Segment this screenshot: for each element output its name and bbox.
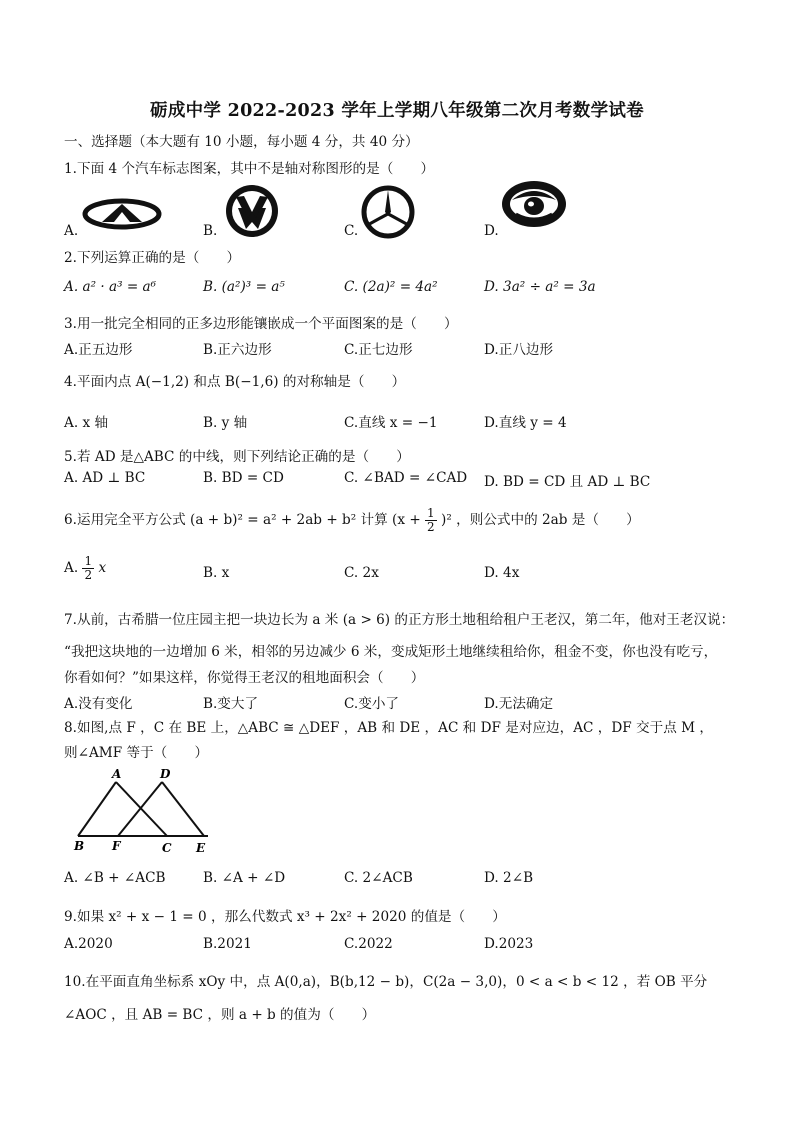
q3-option-a: A.正五边形 [64,342,133,358]
q6-option-d: D. 4x [484,565,520,581]
triangle-figure [70,766,220,858]
q9-option-c: C.2022 [344,936,393,952]
point-label-b: B [74,839,85,853]
question-7-line-2: “我把这块地的一边增加 6 米，相邻的另边减少 6 米，变成矩形土地继续租给你，租金不变，你也没有吃亏， [64,644,718,660]
question-2-stem: 2.下列运算正确的是（ ） [64,250,241,266]
point-label-f: F [112,839,121,853]
q7-option-c: C.变小了 [344,696,400,712]
line-ab [78,782,116,836]
q9-option-b: B.2021 [203,936,252,952]
mercedes-logo-icon [355,184,421,240]
q8-option-a: A. ∠B + ∠ACB [64,870,166,886]
question-1-stem: 1.下面 4 个汽车标志图案，其中不是轴对称图形的是（ ） [64,161,435,177]
question-7-line-1: 7.从前，古希腊一位庄园主把一块边长为 a 米 (a > 6) 的正方形土地租给租户王老汉，第二年，他对王老汉说： [64,612,735,628]
q6-fraction [425,507,437,534]
q9-option-d: D.2023 [484,936,534,952]
q3-option-c: C.正七边形 [344,342,413,358]
q4-option-a: A. x 轴 [64,415,109,431]
q4-option-b: B. y 轴 [203,415,248,431]
q8-option-c: C. 2∠ACB [344,870,413,886]
question-3-stem: 3.用一批完全相同的正多边形能镶嵌成一个平面图案的是（ ） [64,316,458,332]
q6-option-b: B. x [203,565,230,581]
q6-paren-open: (x + [392,512,421,528]
volkswagen-logo-icon [220,182,284,240]
q6-option-c: C. 2x [344,565,379,581]
q4-option-d: D.直线 y = 4 [484,415,567,431]
q5-option-d: D. BD = CD 且 AD ⊥ BC [484,474,651,490]
question-5-stem: 5.若 AD 是△ABC 的中线，则下列结论正确的是（ ） [64,449,410,465]
q6-frac-numerator: 1 [427,506,435,520]
q7-option-a: A.没有变化 [64,696,133,712]
q6-stem-prefix: 6.运用完全平方公式 (a + b)² = a² + 2ab + b² 计算 [64,512,388,528]
q6-option-a-label: A. [64,560,79,576]
q8-option-d: D. 2∠B [484,870,534,886]
exam-title: 砺成中学 2022-2023 学年上学期八年级第二次月考数学试卷 [150,101,644,121]
question-9-stem: 9.如果 x² + x − 1 = 0 ，那么代数式 x³ + 2x² + 2020 的值是（ ） [64,909,506,925]
q3-option-b: B.正六边形 [203,342,272,358]
q5-option-c: C. ∠BAD = ∠CAD [344,470,468,486]
q2-option-c: C. (2a)² = 4a² [344,279,438,295]
q6-stem-suffix: ，则公式中的 2ab 是（ ） [456,512,640,528]
section-heading: 一、选择题（本大题有 10 小题，每小题 4 分，共 40 分） [64,134,419,150]
q6-option-a-numerator: 1 [84,554,93,568]
q2-option-a: A. a² · a³ = a⁶ [64,279,157,295]
q2-option-d: D. 3a² ÷ a² = 3a [484,279,596,295]
line-de [162,782,204,836]
question-8-line-1: 8.如图,点 F ，C 在 BE 上，△ABC ≅ △DEF ，AB 和 DE ，AC 和 DF 是对应边，AC ，DF 交于点 M ， [64,720,713,736]
point-label-e: E [196,841,206,855]
question-6-stem [64,507,640,534]
question-7-line-3: 你看如何？”如果这样，你觉得王老汉的租地面积会（ ） [64,670,425,686]
q6-frac-denominator: 2 [427,520,435,534]
q6-option-a-var: x [98,560,107,576]
question-10-line-2: ∠AOC ，且 AB = BC ，则 a + b 的值为（ ） [64,1007,376,1023]
q3-option-d: D.正八边形 [484,342,554,358]
q5-option-a: A. AD ⊥ BC [64,470,146,486]
q9-option-a: A.2020 [64,936,113,952]
point-label-c: C [162,841,172,855]
q6-paren-close: )² [441,512,452,528]
q1-option-a-label: A. [64,223,79,239]
q2-option-b: B. (a²)³ = a⁵ [203,279,285,295]
q7-option-b: B.变大了 [203,696,259,712]
point-label-a: A [112,767,122,781]
q8-option-b: B. ∠A + ∠D [203,870,286,886]
question-10-line-1: 10.在平面直角坐标系 xOy 中，点 A(0,a)，B(b,12 − b)，C(2a − 3,0)，0 < a < b < 12 ，若 OB 平分 [64,974,708,990]
q6-option-a-fraction [82,555,94,582]
q1-option-d-label: D. [484,223,499,239]
q4-option-c: C.直线 x = −1 [344,415,438,431]
eye-logo-icon [498,178,570,230]
infiniti-logo-icon [82,196,162,232]
question-8-line-2: 则∠AMF 等于（ ） [64,745,209,761]
q7-option-d: D.无法确定 [484,696,554,712]
q6-option-a [64,555,106,582]
q5-option-b: B. BD = CD [203,470,284,486]
q1-option-c-label: C. [344,223,359,239]
question-4-stem: 4.平面内点 A(−1,2) 和点 B(−1,6) 的对称轴是（ ） [64,374,406,390]
point-label-d: D [160,767,171,781]
q1-option-b-label: B. [203,223,218,239]
q6-option-a-denominator: 2 [84,568,93,582]
